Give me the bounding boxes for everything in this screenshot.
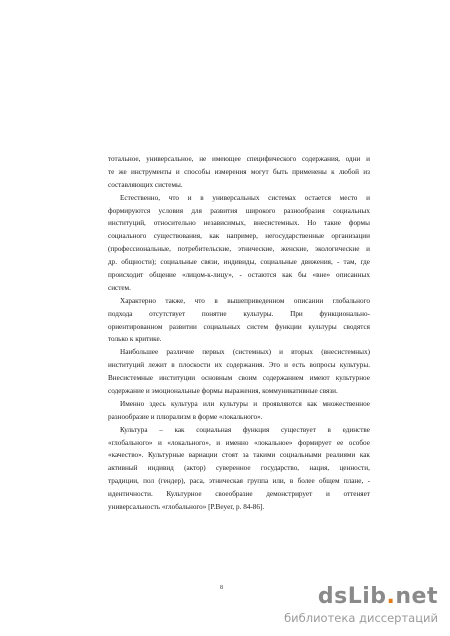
document-body [108,153,370,514]
paragraph [108,424,370,514]
paragraph [108,295,370,347]
paragraph [108,398,370,424]
dslib-watermark [278,584,438,628]
page-number: 8 [220,585,223,591]
watermark-subtitle: библиотека диссертаций [284,611,438,625]
text-line: содержание и эмоциональные формы выражения, коммуникативные связи. [108,387,338,396]
text-line: происходит общение «лицом-к-лицу», - остаются как бы «вне» описанных [108,271,370,280]
text-line: институций, относительно независимых, внесистемных. Но такие формы [108,219,370,228]
text-line: институций лежит в плоскости их содержания. Это и есть вопросы культуры. [108,361,370,370]
text-line: социального существования, как например, негосударственные организации [108,232,370,241]
text-line: ориентированном развитии социальных систем функции культуры сводятся [108,322,370,331]
text-line: систем. [108,283,131,292]
text-line: (профессиональные, потребительские, этнические, женские, экологические и [108,245,370,254]
paragraph [108,192,370,295]
text-line: только к критике. [108,335,162,344]
watermark-logo-text: dsLib.net [317,584,438,609]
text-line: идентичности. Культурное своеобразие демонстрирует и оттеняет [108,490,370,499]
text-line: тотальное, универсальное, не имеющее специфического содержания, одни и [108,155,370,163]
text-line: Именно здесь культура или культуры и проявляются как множественное [120,399,370,408]
text-line: Внесистемные институции основным своим содержанием имеют культурное [108,374,370,383]
text-line: Характерно также, что в вышеприведенном описании глобального [120,296,370,305]
text-line: «глобального» и «локального», и именно «локальное» формирует ее особое [108,438,370,447]
watermark-logo [318,584,438,609]
text-line: те же инструменты и способы измерения могут быть применены к любой из [108,167,370,176]
paragraph [108,346,370,398]
text-line: разнообразие и плюрализм в форме «локального». [108,412,263,421]
text-line: Наибольшее различие первых (системных) и вторых (внесистемных) [120,348,370,357]
text-line: универсальность «глобального» [P.Beyer, p. 84-86]. [108,503,265,512]
text-line: «качество». Культурные вариации стоят за такими социальными реалиями как [108,451,370,460]
paragraph [108,153,370,192]
text-line: подхода отсутствует понятие культуры. При функционально- [108,309,370,318]
text-line: активный индивид (актор) суверенное государство, нация, ценности, [108,464,370,473]
text-line: Культура – как социальная функция существует в единстве [120,425,370,434]
text-line: др. общности); социальные связи, индивиды, социальные движения, - там, где [108,258,370,267]
text-line: составляющих системы. [108,180,183,189]
text-line: традиции, пол (гендер), раса, этническая группа или, в более общем плане, - [108,477,370,486]
text-line: Естественно, что и в универсальных системах остается место и [120,193,370,202]
text-line: формируются условия для развития широкого разнообразия социальных [108,206,370,215]
